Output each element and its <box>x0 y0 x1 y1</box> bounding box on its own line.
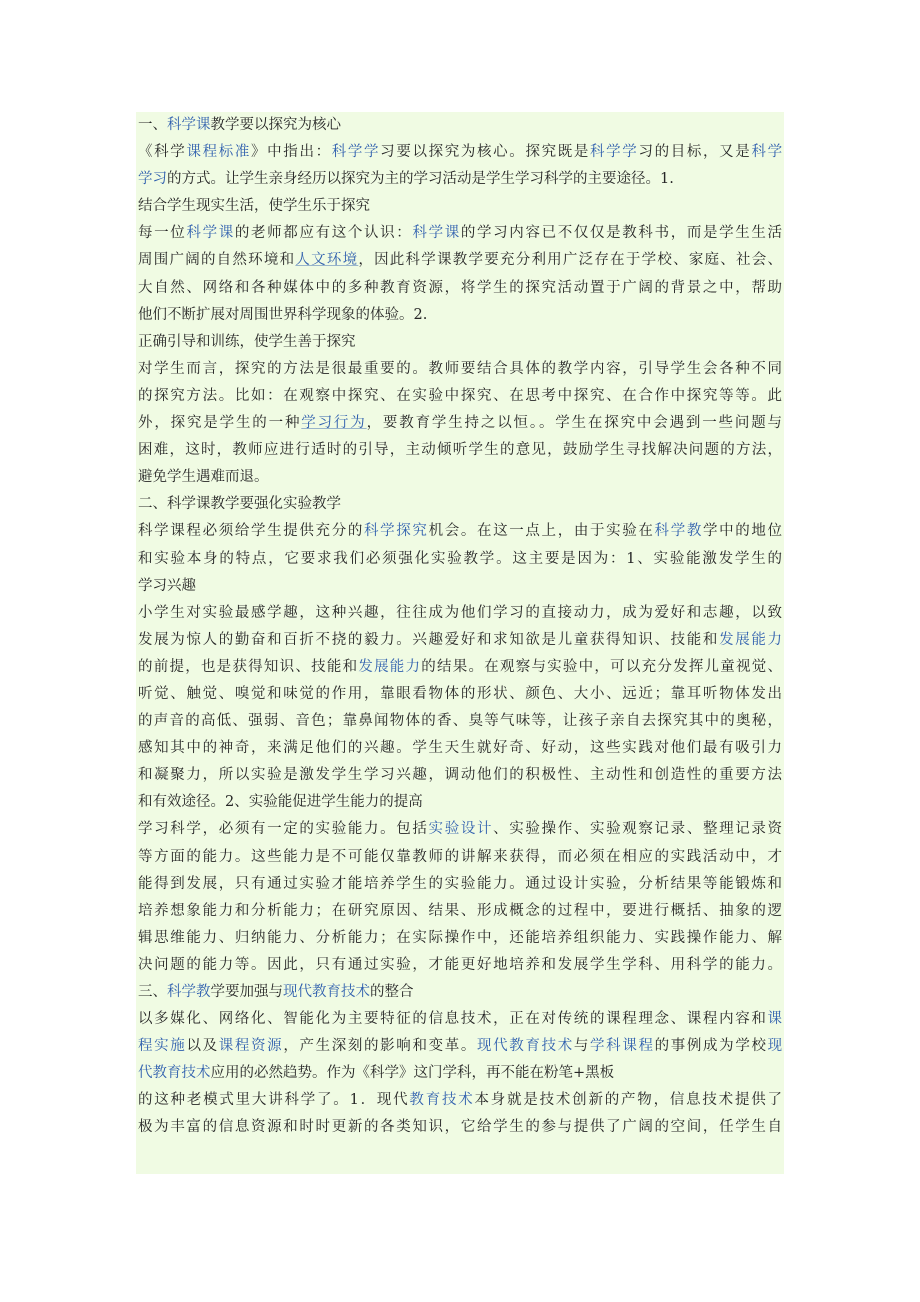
text-run: 以多媒化、网络化、智能化为主要特征的信息技术，正在对传统的课程理念、课程内容和 <box>138 1011 768 1028</box>
text-line <box>136 546 784 573</box>
text-run: ，要教育学生持之以恒。。学生在探究中会遇到一些问题与 <box>366 415 783 432</box>
text-line <box>136 112 784 139</box>
keyword-link[interactable]: 科学教 <box>654 523 703 540</box>
keyword-link[interactable]: 程实施 <box>138 1038 187 1055</box>
keyword-link[interactable]: 现代教育技术 <box>477 1038 574 1055</box>
text-run: 等方面的能力。这些能力是不可能仅靠教师的讲解来获得，而必须在相应的实践活动中，才 <box>138 848 782 865</box>
text-line <box>136 383 784 410</box>
keyword-link[interactable]: 课程资源 <box>218 1038 284 1055</box>
text-run: 一、 <box>138 117 167 133</box>
text-run: ，因此科学课教学要充分利用广泛存在于学校、家庭、社会、 <box>358 252 783 269</box>
keyword-link[interactable]: 人文环境 <box>295 252 359 269</box>
text-line <box>136 735 784 762</box>
text-run: 他们不断扩展对周围世界科学现象的体验。2. <box>138 306 428 323</box>
text-line <box>136 925 784 952</box>
text-line <box>136 654 784 681</box>
text-run: 大自然、网络和各种媒体中的多种教育资源，将学生的探究活动置于广阔的背景之中，帮助 <box>138 279 782 296</box>
text-line <box>136 275 784 302</box>
text-line <box>136 329 784 356</box>
text-line <box>136 681 784 708</box>
text-run: 与 <box>573 1038 591 1055</box>
text-line <box>136 356 784 383</box>
keyword-link[interactable]: 教育技术 <box>409 1092 475 1109</box>
keyword-link[interactable]: 课 <box>767 1011 782 1028</box>
text-line <box>136 1033 784 1060</box>
text-run: 学要加强与 <box>210 984 283 1000</box>
keyword-link[interactable]: 科学课 <box>412 225 461 242</box>
text-run: 决问题的能力等。因此，只有通过实验，才能更好地培养和发展学生学科、用科学的能力。 <box>138 956 782 973</box>
text-run: 感知其中的神奇，来满足他们的兴趣。学生天生就好奇、好动，这些实践对他们最有吸引力 <box>138 740 782 757</box>
text-line <box>136 193 784 220</box>
text-run: 习要以探究为核心。探究既是 <box>380 144 591 161</box>
text-run: 和凝聚力，所以实验是激发学生学习兴趣，调动他们的积极性、主动性和创造性的重要方法 <box>138 767 782 784</box>
keyword-link[interactable]: 发展能力 <box>358 658 422 675</box>
text-line <box>136 166 784 193</box>
text-line <box>136 464 784 491</box>
text-run: 辑思维能力、归纳能力、分析能力；在实际操作中，还能培养组织能力、实践操作能力、解 <box>138 929 782 946</box>
text-line <box>136 1060 784 1087</box>
text-line <box>136 1114 784 1141</box>
text-line <box>136 762 784 789</box>
text-run: 对学生而言，探究的方法是很最重要的。教师要结合具体的教学内容，引导学生会各种不同 <box>138 360 782 377</box>
keyword-link[interactable]: 发展能力 <box>719 631 783 648</box>
text-line <box>136 139 784 166</box>
text-line <box>136 573 784 600</box>
text-line <box>136 1087 784 1114</box>
text-line <box>136 952 784 979</box>
keyword-link[interactable]: 科学学 <box>590 144 639 161</box>
text-line <box>136 1006 784 1033</box>
text-run: 》中指出： <box>251 144 332 161</box>
text-run: 的方式。让学生亲身经历以探究为主的学习活动是学生学习科学的主要途径。1. <box>167 171 674 188</box>
keyword-link[interactable]: 学科课程 <box>590 1038 655 1055</box>
keyword-link[interactable]: 科学课 <box>167 117 211 133</box>
text-run: 的前提，也是获得知识、技能和 <box>138 658 359 675</box>
text-run: 小学生对实验最感学趣，这种兴趣，往往成为他们学习的直接动力，成为爱好和志趣，以致 <box>138 604 782 621</box>
keyword-link[interactable]: 科学学 <box>331 144 381 161</box>
text-line <box>136 708 784 735</box>
text-run: 周围广阔的自然环境和 <box>138 252 296 269</box>
text-run: 的探究方法。比如：在观察中探究、在实验中探究、在思考中探究、在合作中探究等等。此 <box>138 387 782 404</box>
text-line <box>136 789 784 816</box>
text-run: 学中的地位 <box>702 523 783 540</box>
text-run: 避免学生遇难而退。 <box>138 469 269 486</box>
keyword-link[interactable]: 代教育技术 <box>138 1065 211 1082</box>
keyword-link[interactable]: 现 <box>767 1038 783 1055</box>
text-run: 培养想象能力和分析能力；在研究原因、结果、形成概念的过程中，要进行概括、抽象的逻 <box>138 902 782 919</box>
text-run: 困难，这时，教师应进行适时的引导，主动倾听学生的意见，鼓励学生寻找解决问题的方法， <box>138 442 782 459</box>
text-line <box>136 220 784 247</box>
text-run: 机会。在这一点上，由于实验在 <box>428 523 655 540</box>
text-line <box>136 410 784 437</box>
text-line <box>136 518 784 545</box>
text-run: 外，探究是学生的一种 <box>138 415 302 432</box>
keyword-link[interactable]: 课程标准 <box>186 144 252 161</box>
text-line <box>136 871 784 898</box>
keyword-link[interactable]: 学习 <box>138 171 167 188</box>
text-run: 习的目标，又是 <box>638 144 752 161</box>
text-run: 教学要以探究为核心 <box>210 117 341 133</box>
text-run: 科学课程必须给学生提供充分的 <box>138 523 364 540</box>
keyword-link[interactable]: 科学课 <box>186 225 235 242</box>
text-run: 以及 <box>186 1038 219 1055</box>
text-line <box>136 247 784 274</box>
text-line <box>136 491 784 518</box>
text-run: 正确引导和训练，使学生善于探究 <box>138 333 356 350</box>
text-run: 极为丰富的信息资源和时时更新的各类知识，它给学生的参与提供了广阔的空间，任学生自 <box>138 1119 782 1136</box>
text-line <box>136 600 784 627</box>
text-line <box>136 898 784 925</box>
text-run: 的整合 <box>370 984 414 1000</box>
keyword-link[interactable]: 科学探究 <box>363 523 429 540</box>
text-run: 本身就是技术创新的产物，信息技术提供了 <box>474 1092 782 1109</box>
text-run: 的结果。在观察与实验中，可以充分发挥儿童视觉、 <box>421 658 783 675</box>
keyword-link[interactable]: 科学 <box>751 144 783 161</box>
text-run: 和实验本身的特点，它要求我们必须强化实验教学。这主要是因为：1、实验能激发学生的 <box>138 550 782 567</box>
text-line <box>136 979 784 1006</box>
text-line <box>136 816 784 843</box>
text-run: 结合学生现实生活，使学生乐于探究 <box>138 198 370 215</box>
text-run: 学习兴趣 <box>138 577 196 594</box>
text-run: 的事例成为学校 <box>654 1038 768 1055</box>
text-run: 的这种老模式里大讲科学了。1．现代 <box>138 1092 410 1109</box>
text-run: 和有效途径。2、实验能促进学生能力的提高 <box>138 794 423 811</box>
text-line <box>136 437 784 464</box>
text-run: 听觉、触觉、嗅觉和味觉的作用，靠眼看物体的形状、颜色、大小、远近；靠耳听物体发出 <box>138 685 782 702</box>
text-line <box>136 302 784 329</box>
keyword-link[interactable]: 学习行为 <box>301 415 367 432</box>
keyword-link[interactable]: 实验设计 <box>428 821 494 838</box>
text-run: 三、 <box>138 984 167 1000</box>
text-run: ，产生深刻的影响和变革。 <box>283 1038 478 1055</box>
text-run: 《科学 <box>138 144 187 161</box>
text-run: 二、科学课教学要强化实验教学 <box>138 496 341 513</box>
text-run: 应用的必然趋势。作为《科学》这门学科，再不能在粉笔+黑板 <box>210 1065 615 1082</box>
document-page <box>136 112 784 1174</box>
keyword-link[interactable]: 科学教 <box>167 984 211 1000</box>
text-line <box>136 844 784 871</box>
text-run: 学习科学，必须有一定的实验能力。包括 <box>138 821 429 838</box>
keyword-link[interactable]: 现代教育技术 <box>283 984 370 1000</box>
text-run: 每一位 <box>138 225 187 242</box>
text-run: 的学习内容已不仅仅是教科书，而是学生生活 <box>460 225 783 242</box>
text-run: 的声音的高低、强弱、音色；靠鼻闻物体的香、臭等气味等，让孩子亲自去探究其中的奥秘， <box>138 713 782 730</box>
text-run: 能得到发展，只有通过实验才能培养学生的实验能力。通过设计实验，分析结果等能锻炼和 <box>138 875 782 892</box>
text-run: 、实验操作、实验观察记录、整理记录资 <box>493 821 783 838</box>
text-line <box>136 627 784 654</box>
text-run: 的老师都应有这个认识： <box>234 225 413 242</box>
text-run: 发展为惊人的勤奋和百折不挠的毅力。兴趣爱好和求知欲是儿童获得知识、技能和 <box>138 631 720 648</box>
